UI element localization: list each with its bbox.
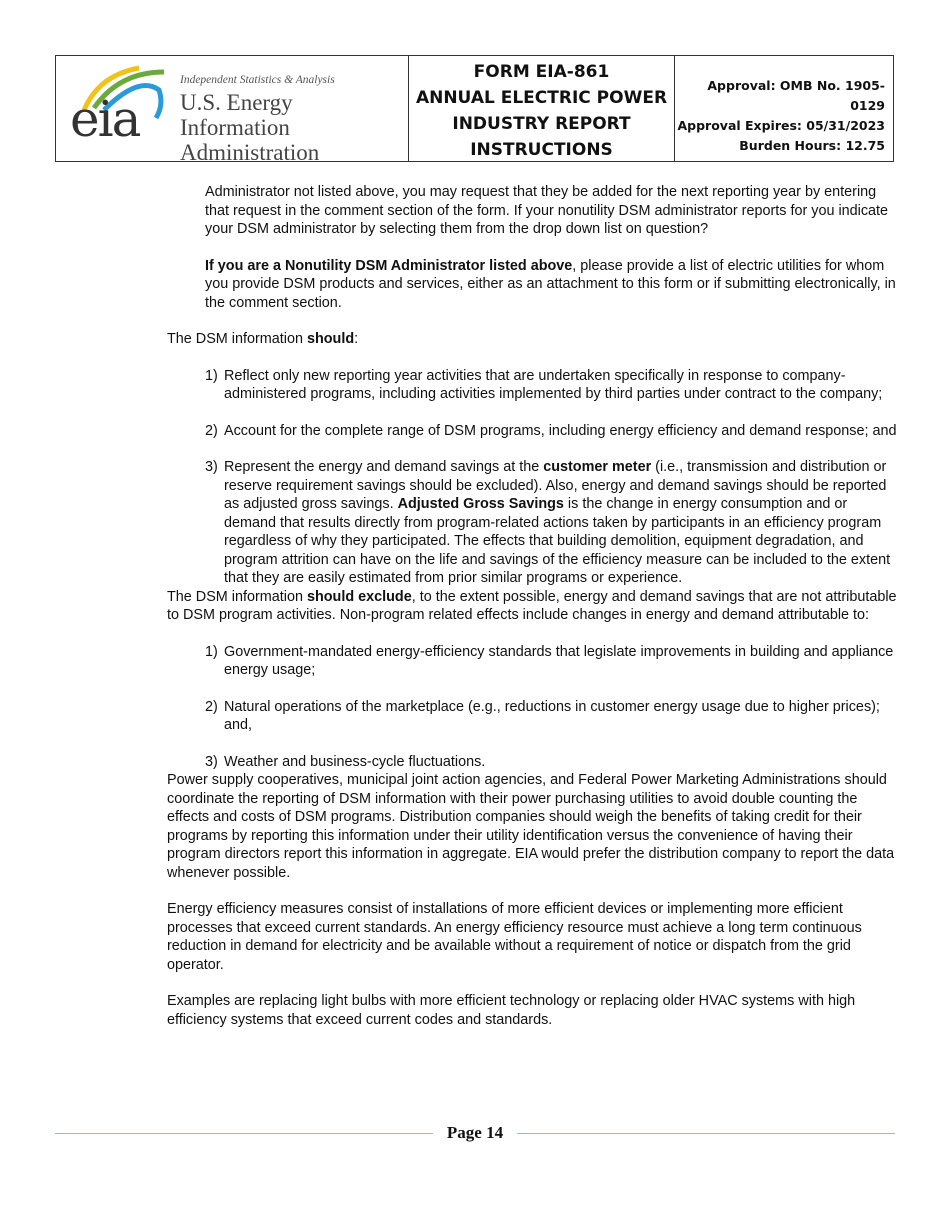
- page-number: Page 14: [446, 1123, 504, 1142]
- list-item: 3) Weather and business-cycle fluctuations.: [205, 753, 486, 770]
- paragraph: The DSM information should exclude, to the extent possible, energy and demand savings that are not attributable to DSM program activities. Non-program related effects include changes in energy and demand attributable to:: [167, 588, 897, 623]
- org-name: U.S. Energy Information Administration: [180, 90, 320, 165]
- page-footer: [55, 1123, 895, 1143]
- paragraph: The DSM information should:: [167, 331, 359, 347]
- eia-logo: [56, 56, 409, 165]
- tagline: Independent Statistics & Analysis: [180, 74, 335, 86]
- footer-rule: [517, 1133, 895, 1134]
- should-list: [205, 367, 897, 588]
- approval-info: Approval: OMB No. 1905-0129 Approval Expires: 05/31/2023 Burden Hours: 12.75: [677, 78, 885, 153]
- form-title: FORM EIA-861 ANNUAL ELECTRIC POWER INDUSTRY REPORT INSTRUCTIONS: [409, 56, 675, 161]
- list-item: 1) Government-mandated energy-efficiency standards that legislate improvements in building and appliance energy usage;: [205, 643, 894, 678]
- paragraph: Energy efficiency measures consist of installations of more efficient devices or implementing more efficient processes that exceed current standards. An energy efficiency resource must achieve a long term continuous reduction in demand for electricity and be available without a requirement of notice or dispatch from the grid operator.: [167, 901, 862, 973]
- paragraph: Administrator not listed above, you may request that they be added for the next reporting year by entering that request in the comment section of the form. If your nonutility DSM administrator reports for you indicate your DSM administrator by selecting them from the drop down list on question?: [205, 184, 889, 237]
- list-item: 2) Natural operations of the marketplace (e.g., reductions in customer energy usage due to higher prices); and,: [205, 698, 880, 733]
- exclude-list: [205, 643, 897, 772]
- footer-rule: [55, 1133, 433, 1134]
- paragraph: Power supply cooperatives, municipal joint action agencies, and Federal Power Marketing Administrations should coordinate the reporting of DSM information with their power purchasing utilities to avoid double counting the effects and costs of DSM programs. Distribution companies should weigh the benefits of taking credit for their programs by reporting this information under their utility identification versus the convenience of having their program directors report this information in aggregate. EIA would prefer the distribution company to report the data whenever possible.: [167, 772, 895, 881]
- page-content: [167, 183, 897, 1047]
- eia-logo-text: eia: [70, 90, 140, 148]
- list-item: 2) Account for the complete range of DSM programs, including energy efficiency and demand response; and: [205, 422, 897, 439]
- form-header: [55, 55, 894, 165]
- list-item: 3) Represent the energy and demand savings at the customer meter (i.e., transmission and distribution or reserve requirement savings should be excluded). Also, energy and demand savings should be reported as adjusted gross savings. Adjusted Gross Savings is the change in energy consumption and or demand that results directly from program-related actions taken by participants in an efficiency program regardless of why they participated. The effects that building demolition, equipment degradation, and program attrition can have on the life and savings of the efficiency measure can be included to the extent that they are easily estimated from prior similar programs or experience.: [205, 459, 891, 586]
- list-item: 1) Reflect only new reporting year activities that are undertaken specifically in response to company-administered programs, including activities implemented by third parties under contract to the company;: [205, 367, 883, 402]
- paragraph: Examples are replacing light bulbs with more efficient technology or replacing older HVAC systems with high efficiency systems that exceed current codes and standards.: [167, 993, 856, 1028]
- paragraph: If you are a Nonutility DSM Administrator listed above, please provide a list of electric utilities for whom you provide DSM products and services, either as an attachment to this form or if submitting electronically, in the comment section.: [205, 257, 896, 311]
